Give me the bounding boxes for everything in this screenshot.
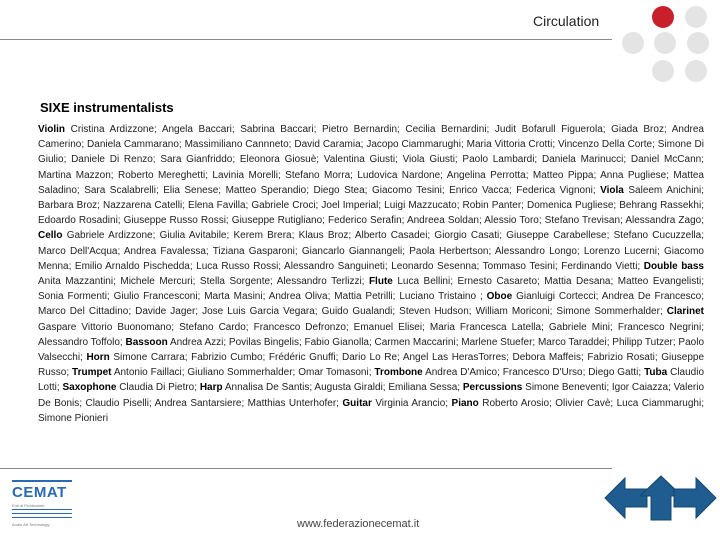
instrument-names: Claudio Lotti; xyxy=(38,367,705,394)
logo-rule-mid-3 xyxy=(12,517,72,518)
instrument-names: Virginia Arancio; xyxy=(375,397,449,409)
header-title: Circulation xyxy=(533,13,600,29)
cemat-logo xyxy=(12,478,72,528)
instrument-label: Percussions xyxy=(462,382,523,394)
instrument-names: Simone Carrara; Fabrizio Cumbo; Frédéric Gnuffi; Dario Lo Re; Angel Las HerasTorres; Debora Maffeis; Fabrizio Rosati; Giuseppe Russo; xyxy=(38,352,705,379)
instrument-names: Antonio Faillaci; Giuliano Sommerhalder; Omar Tomasoni; xyxy=(113,367,372,379)
decorative-dots xyxy=(612,4,720,94)
dot xyxy=(685,6,707,28)
dot xyxy=(685,60,707,82)
footer-divider xyxy=(0,468,612,469)
logo-rule-mid-2 xyxy=(12,513,72,514)
dot xyxy=(622,32,644,54)
nav-next-button[interactable] xyxy=(672,474,718,522)
instrument-names: Cristina Ardizzone; Angela Baccari; Sabrina Baccari; Pietro Bernardin; Cecilia Bernardini; Judit Bofarull Figuerola; Giada Broz; Andrea Camerino; Daniela Cammarano; Massimiliano Cannneto; David Caramia; Jacopo Ciammarughi; Maria Vittoria Crotti; Vincenzo Della Corte; Simone Di Giulio; Daniele Di Renzo; Sara Gianfriddo; Eleonora Giosuè; Valentina Giusti; Viola Giusti; Paolo Lambardi; Daniela Marinucci; Daniel McCann; Martina Mazzon; Roberto Mereghetti; Lavinia Morelli; Stefano Morra; Ludovica Nardone; Angelina Perrotta; Matteo Pippa; Anna Pugliese; Mattea Saladino; Sara Scalabrelli; Elia Senese; Matteo Sperandio; Diego Stea; Giacomo Tesini; Enrico Vacca; Federica Vignoni; xyxy=(38,124,704,196)
instrument-label: Clarinet xyxy=(666,306,704,318)
logo-rule-mid xyxy=(12,509,72,510)
instrument-names: Gianluigi Cortecci; Andrea De Francesco; Marco Del Cittadino; Davide Jager; Jose Luis Garcia Vegara; Guido Gualandi; Steven Hudson; William Moriconi; Simone Sommerhalder; xyxy=(38,291,705,318)
instrument-names: Gaspare Vittorio Buonomano; Stefano Cardo; Francesco Defronzo; Emanuel Elisei; Maria Francesca Latella; Gabriele Mini; Francesco Negrini; Alessandro Toffolo; xyxy=(38,321,704,348)
instrument-names: Simone Beneventi; Igor Caiazza; Valerio De Bonis; Claudio Piselli; Andrea Santarsiere; Matthias Unterhofer; xyxy=(38,382,705,409)
logo-tagline-1: Enti di Produzione xyxy=(12,503,45,508)
instrument-label: Harp xyxy=(199,382,223,394)
instrument-label: Guitar xyxy=(342,397,372,409)
instrument-label: Cello xyxy=(38,230,63,242)
instrument-label: Violin xyxy=(38,124,66,135)
instrument-names: Annalisa De Santis; Augusta Giraldi; Emiliana Sessa; xyxy=(224,382,461,394)
arrow-right-icon xyxy=(672,474,718,522)
dot-red xyxy=(652,6,674,28)
section-heading: SIXE instrumentalists xyxy=(40,100,174,115)
instrument-label: Horn xyxy=(86,352,110,364)
logo-rule-top xyxy=(12,480,72,482)
instrument-names: Saleem Anichini; Barbara Broz; Nazzarena Catelli; Elena Favilla; Gabriele Croci; Joel Imperial; Luigi Mazzucato; Robin Panter; Domenica Pugliese; Behrang Rassekhi; Edoardo Rosadini; Giuseppe Russo Rossi; Giuseppe Rutigliano; Federico Serafin; Andreea Soldan; Alessio Toro; Stefano Trevisan; Alessandra Zago; xyxy=(38,184,705,227)
instrument-label: Oboe xyxy=(486,291,513,303)
instrument-names: Luca Bellini; Ernesto Casareto; Mattia Desana; Matteo Evangelisti; Sonia Formenti; Giulio Francesconi; Marta Masini; Andrea Oliva; Mattia Petrilli; Luciano Tristaino ; xyxy=(38,276,704,303)
instrument-label: Tuba xyxy=(644,367,668,379)
instrument-label: Viola xyxy=(600,184,624,196)
instrumentalists-list xyxy=(38,122,704,426)
instrument-names: Anita Mazzantini; Michele Mercuri; Stella Sorgente; Alessandro Terlizzi; xyxy=(38,276,365,288)
instrument-label: Trumpet xyxy=(72,367,112,379)
header-divider xyxy=(0,39,612,40)
instrument-label: Piano xyxy=(451,397,479,409)
instrument-names: Andrea Azzi; Povilas Bingelis; Fabio Gianolla; Carmen Maccarini; Marlene Stuefer; Marco Taraddei; Philipp Tutzer; Paolo Valsecchi; xyxy=(38,336,705,364)
instrument-names: Claudia Di Pietro; xyxy=(119,382,198,394)
footer-url[interactable]: www.federazionecemat.it xyxy=(297,518,420,530)
logo-tagline-2: Audio Art Technology xyxy=(12,522,50,527)
dot xyxy=(652,60,674,82)
instrument-label: Bassoon xyxy=(125,336,168,348)
instrument-label: Double bass xyxy=(643,260,704,272)
instrument-label: Trombone xyxy=(374,367,423,379)
dot xyxy=(687,32,709,54)
instrument-label: Flute xyxy=(368,276,393,288)
instrument-names: Andrea D'Amico; Francesco D'Urso; Diego Gatti; xyxy=(425,367,642,379)
instrument-names: Gabriele Ardizzone; Giulia Avitabile; Kerem Brera; Klaus Broz; Alberto Casadei; Giorgio Casati; Giuseppe Carabellese; Stefano Cucuzzella; Marco Dell'Acqua; Andrea Favalessa; Tiziana Gasparoni; Giancarlo Giannangeli; Paola Herbertson; Alessandro Longo; Lorenzo Lucerni; Giacomo Menna; Emilio Arnaldo Pischedda; Luca Russo Rossi; Alessandro Sanguineti; Leonardo Sesenna; Tommaso Tesini; Ferdinando Vietti; xyxy=(38,230,704,272)
instrument-label: Saxophone xyxy=(62,382,117,394)
logo-wordmark: CEMAT xyxy=(12,484,67,501)
instrument-names: Roberto Arosio; Olivier Cavè; Luca Ciammarughi; Simone Pionieri xyxy=(38,397,704,424)
dot xyxy=(654,32,676,54)
